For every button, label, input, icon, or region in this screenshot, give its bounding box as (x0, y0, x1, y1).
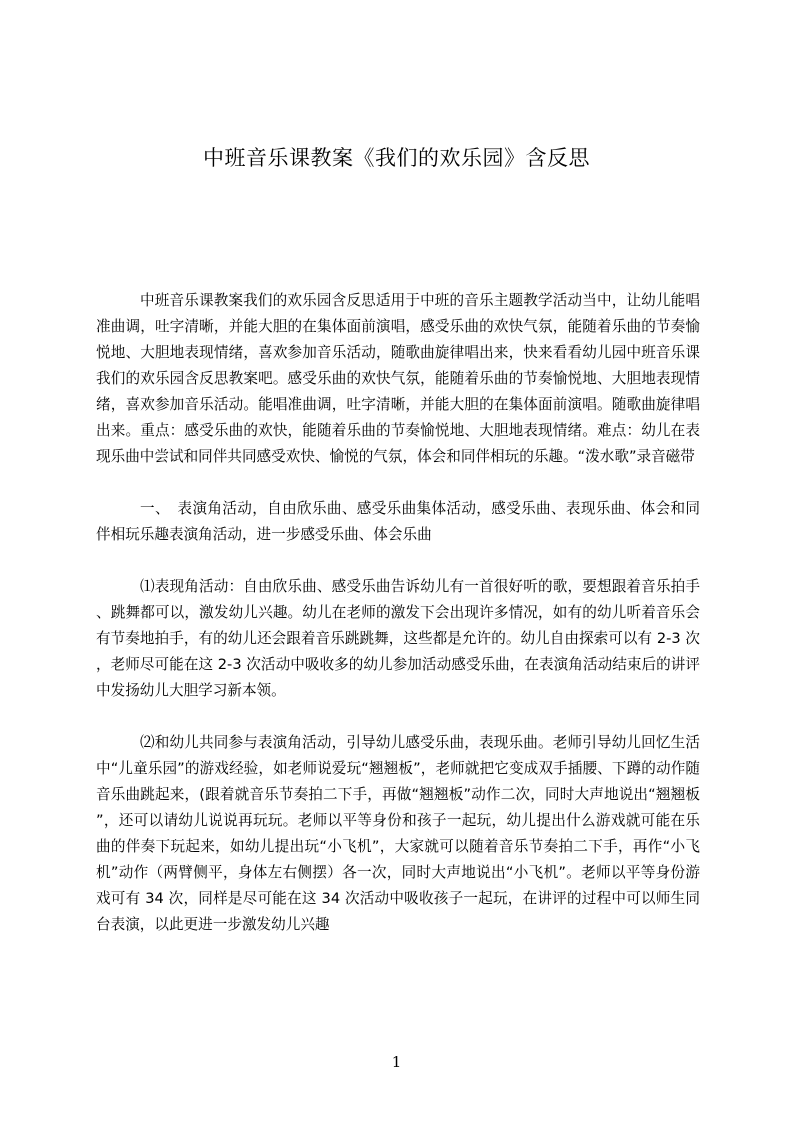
document-body (96, 288, 700, 964)
paragraph-intro: 中班音乐课教案我们的欢乐园含反思适用于中班的音乐主题教学活动当中，让幼儿能唱准曲调，吐字清晰，并能大胆的在集体面前演唱，感受乐曲的欢快气氛，能随着乐曲的节奏愉悦地、大胆地表现情绪，喜欢参加音乐活动，随歌曲旋律唱出来，快来看看幼儿园中班音乐课我们的欢乐园含反思教案吧。感受乐曲的欢快气氛，能随着乐曲的节奏愉悦地、大胆地表现情绪，喜欢参加音乐活动。能唱准曲调，吐字清晰，并能大胆的在集体面前演唱。随歌曲旋律唱出来。重点：感受乐曲的欢快，能随着乐曲的节奏愉悦地、大胆地表现情绪。难点：幼儿在表现乐曲中尝试和同伴共同感受欢快、愉悦的气氛，体会和同伴相玩的乐趣。“泼水歌”录音磁带 (96, 292, 700, 465)
page-number: 1 (391, 1053, 402, 1071)
paragraph-step-one: ⑴表现角活动：自由欣乐曲、感受乐曲告诉幼儿有一首很好听的歌，要想跟着音乐拍手、跳舞都可以，激发幼儿兴趣。幼儿在老师的激发下会出现许多情况，如有的幼儿听着音乐会有节奏地拍手，有的幼儿还会跟着音乐跳跳舞，这些都是允许的。幼儿自由探索可以有 2-3 次，老师尽可能在这 2-3 次活动中吸收多的幼儿参加活动感受乐曲，在表演角活动结束后的讲评中发扬幼儿大胆学习新本领。 (96, 578, 700, 699)
page-title: 中班音乐课教案《我们的欢乐园》含反思 (203, 146, 590, 170)
paragraph-step-two: ⑵和幼儿共同参与表演角活动，引导幼儿感受乐曲，表现乐曲。老师引导幼儿回忆生活中“儿童乐园”的游戏经验，如老师说爱玩“翘翘板”，老师就把它变成双手插腰、下蹲的动作随音乐曲跳起来，(跟着就音乐节奏拍二下手，再做“翘翘板”动作二次，同时大声地说出“翘翘板”，还可以请幼儿说说再玩玩。老师以平等身份和孩子一起玩，幼儿提出什么游戏就可能在乐曲的伴奏下玩起来，如幼儿提出玩“小飞机”，大家就可以随着音乐节奏拍二下手，再作“小飞机”动作（两臂侧平，身体左右侧摆）各一次，同时大声地说出“小飞机”。老师以平等身份游戏可有 34 次，同样是尽可能在这 34 次活动中吸收孩子一起玩，在讲评的过程中可以师生同台表演，以此更进一步激发幼儿兴趣 (96, 734, 700, 933)
paragraph-section-one: 一、 表演角活动，自由欣乐曲、感受乐曲集体活动，感受乐曲、表现乐曲、体会和同伴相玩乐趣表演角活动，进一步感受乐曲、体会乐曲 (96, 500, 700, 543)
